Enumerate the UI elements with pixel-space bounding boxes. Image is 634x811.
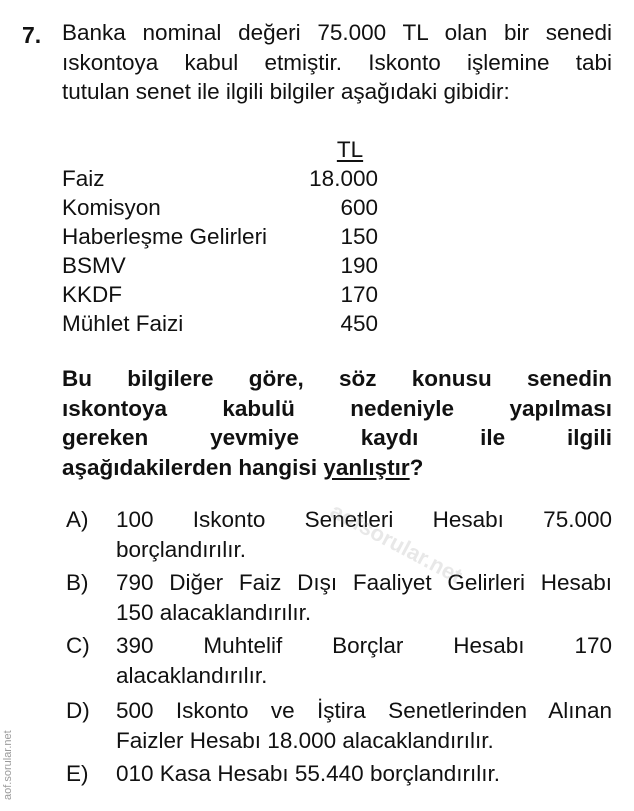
prompt-line xyxy=(62,453,612,483)
table-row xyxy=(62,280,378,309)
row-value: 450 xyxy=(340,311,378,336)
stem-line: tutulan senet ile ilgili bilgiler aşağıdaki gibidir: xyxy=(62,79,510,104)
option-line: 500 Iskonto ve İştira Senetlerinden Alınan xyxy=(116,698,612,723)
option-text xyxy=(116,568,612,627)
row-value: 150 xyxy=(340,224,378,249)
row-value: 190 xyxy=(340,253,378,278)
option-text xyxy=(116,696,612,755)
prompt-line: ıskontoya kabulü nedeniyle yapılması xyxy=(62,395,612,421)
option-text xyxy=(116,759,612,789)
row-label: Faiz xyxy=(62,166,105,191)
row-label: Haberleşme Gelirleri xyxy=(62,224,268,249)
option-text xyxy=(116,631,612,690)
prompt-line: gereken yevmiye kaydı ile ilgili xyxy=(62,425,612,450)
option-letter: E) xyxy=(66,761,89,786)
table-row xyxy=(62,251,378,280)
option-letter: B) xyxy=(66,570,89,595)
table-row xyxy=(62,193,378,222)
table-row xyxy=(62,164,378,193)
row-label: Mühlet Faizi xyxy=(62,311,184,336)
option-letter: A) xyxy=(66,507,89,532)
option-letter: D) xyxy=(66,698,90,723)
stem-line: Banka nominal değeri 75.000 TL olan bir senedi xyxy=(62,20,612,45)
row-value: 600 xyxy=(340,195,378,220)
option-line: borçlandırılır. xyxy=(116,536,247,562)
prompt-emphasis: yanlıştır xyxy=(323,454,410,480)
option-line: 010 Kasa Hesabı 55.440 borçlandırılır. xyxy=(116,761,500,786)
prompt-suffix: ? xyxy=(409,454,424,480)
option-line: Faizler Hesabı 18.000 alacaklandırılır. xyxy=(116,727,494,753)
option-line: 100 Iskonto Senetleri Hesabı 75.000 xyxy=(116,507,612,532)
option-letter: C) xyxy=(66,633,90,658)
row-label: BSMV xyxy=(62,253,126,278)
diagonal-watermark: aofsorular.net xyxy=(326,498,467,589)
question-stem xyxy=(62,18,612,107)
row-label: Komisyon xyxy=(62,195,161,220)
option-line: 790 Diğer Faiz Dışı Faaliyet Gelirleri Hesabı xyxy=(116,570,612,595)
prompt-line: Bu bilgilere göre, söz konusu senedin xyxy=(62,366,612,391)
table-header-currency: TL xyxy=(336,137,364,162)
row-label: KKDF xyxy=(62,282,123,307)
option-line: 150 alacaklandırılır. xyxy=(116,599,312,625)
option-text xyxy=(116,505,612,564)
row-value: 170 xyxy=(340,282,378,307)
side-watermark: aof.sorular.net xyxy=(2,730,14,800)
stem-line: ıskontoya kabul etmiştir. Iskonto işlemine tabi xyxy=(62,49,612,75)
row-value: 18.000 xyxy=(309,166,378,191)
question-prompt xyxy=(62,364,612,482)
question-number: 7. xyxy=(22,22,42,48)
option-line: alacaklandırılır. xyxy=(116,662,268,688)
table-row xyxy=(62,309,378,338)
table-row xyxy=(62,222,378,251)
prompt-prefix: aşağıdakilerden hangisi xyxy=(62,454,324,480)
option-line: 390 Muhtelif Borçlar Hesabı 170 xyxy=(116,633,612,658)
